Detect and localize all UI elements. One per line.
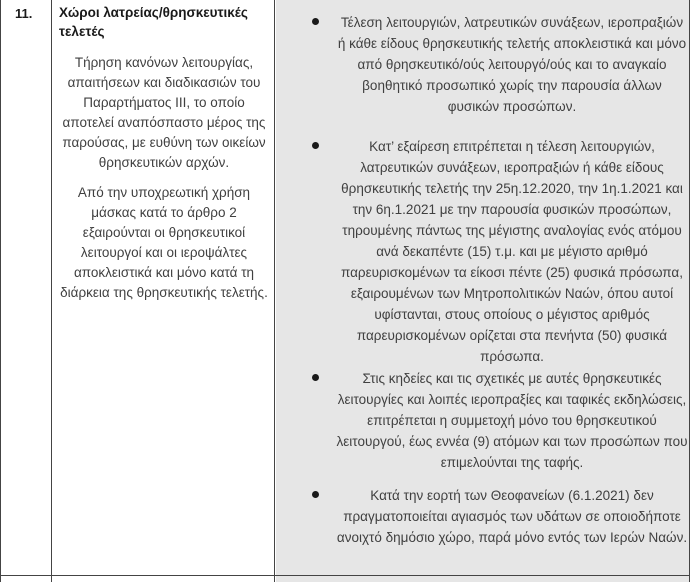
list-item-text: Στις κηδείες και τις σχετικές με αυτές θρησκευτικές λειτουργίες και λοιπές ιεροπραξίες και ταφικές εκδηλώσεις, επιτρέπεται η συμμετοχή μόνο του θρησκευτικού λειτουργού, έως εννέα (9) ατόμων και των προσώπων που επιμελούνται της ταφής. (336, 371, 688, 470)
list-item-text: Τέλεση λειτουργιών, λατρευτικών συνάξεων, ιεροπραξιών ή κάθε είδους θρησκευτικής τελετής αποκλειστικά και μόνο από θρησκευτικό/ούς λειτουργό/ούς και το αναγκαίο βοηθητικό προσωπικό χωρίς την παρουσία άλλων φυσικών προσώπων. (337, 15, 687, 114)
list-item-text: Κατά την εορτή των Θεοφανείων (6.1.2021) δεν πραγματοποιείται αγιασμός των υδάτων σε οποιοδήποτε ανοιχτό δημόσιο χώρο, παρά μόνο εντός των Ιερών Ναών. (336, 488, 688, 545)
activity-paragraph: Τήρηση κανόνων λειτουργίας, απαιτήσεων και διαδικασιών του Παραρτήματος ΙΙΙ, το οποίο αποτελεί αναπόσπαστο μέρος της παρούσας, με ευθύνη των οικείων θρησκευτικών αρχών. (62, 55, 266, 170)
row-number-cell (1, 0, 51, 575)
bullet-icon (312, 142, 319, 149)
bullet-icon (312, 374, 319, 381)
measures-cell (276, 0, 689, 575)
row-number: 11. (15, 6, 33, 21)
activity-paragraph: Από την υποχρεωτική χρήση μάσκας κατά το άρθρο 2 εξαιρούνται οι θρησκευτικοί λειτουργοί και οι ιεροψάλτες αποκλειστικά και μόνο κατά τη διάρκεια της θρησκευτικής τελετής. (60, 185, 268, 300)
bullet-icon (312, 18, 319, 25)
next-row (1, 576, 689, 582)
column-divider (274, 0, 275, 582)
bullet-icon (312, 491, 319, 498)
activity-title: Χώροι λατρείας/θρησκευτικές τελετές (59, 5, 248, 39)
activity-cell (52, 0, 274, 575)
list-item-text: Κατ’ εξαίρεση επιτρέπεται η τέλεση λειτουργιών, λατρευτικών συνάξεων, ιεροπραξιών ή κάθε είδους θρησκευτικής τελετής την 25η.12.2020, την 1η.1.2021 και την 6η.1.2021 με την παρουσία φυσικών προσώπων, τηρουμένης πάντως της μέγιστης αναλογίας ενός ατόμου ανά δεκαπέντε (15) τ.μ. και με μέγιστο αριθμό παρευρισκομένων τα είκοσι πέντε (25) φυσικά πρόσωπα, εξαιρουμένων των Μητροπολιτικών Ναών, όπου αυτοί υφίστανται, στους οποίους ο μέγιστος αριθμός παρευρισκομένων ορίζεται στα πενήντα (50) φυσικά πρόσωπα. (340, 139, 683, 364)
